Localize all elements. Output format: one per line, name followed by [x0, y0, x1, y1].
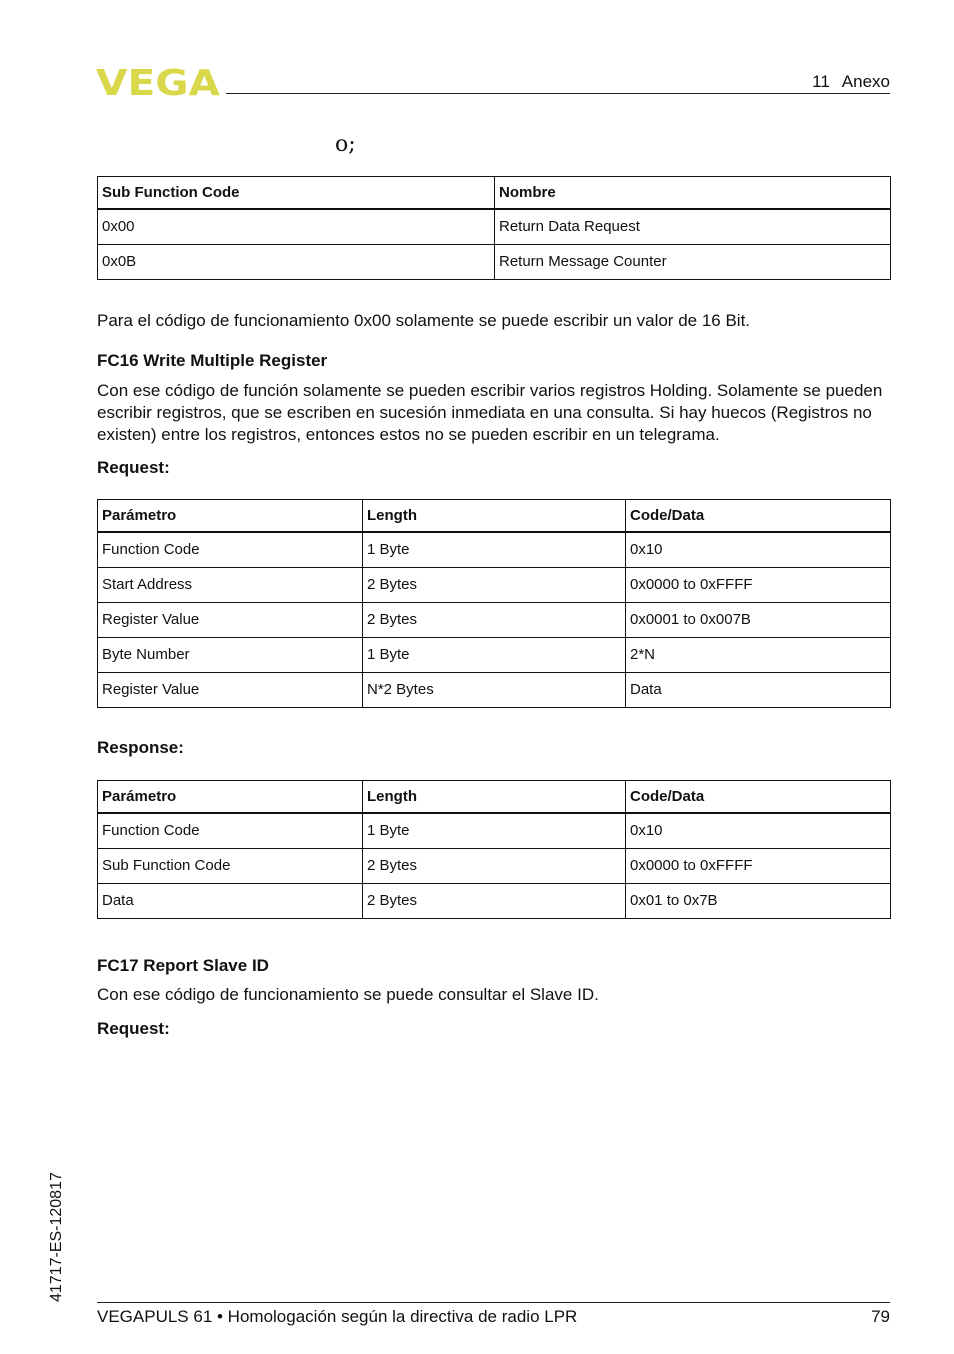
page-number: 79: [871, 1307, 890, 1326]
subfunction-table: [97, 176, 891, 280]
table-cell: 0x0000 to 0xFFFF: [626, 848, 891, 883]
column-header: Code/Data: [626, 500, 891, 533]
table-header-row: [98, 781, 891, 814]
table-header-row: [98, 177, 891, 210]
table-cell: 0x0001 to 0x007B: [626, 602, 891, 637]
top-glyph: o;: [335, 132, 356, 157]
column-header: Length: [363, 500, 626, 533]
table-cell: 2 Bytes: [363, 883, 626, 918]
table-cell: 2 Bytes: [363, 567, 626, 602]
table-cell: Start Address: [98, 567, 363, 602]
header-rule: [226, 93, 890, 94]
table-cell: 1 Byte: [363, 813, 626, 848]
fc16-description: Con ese código de función solamente se pueden escribir varios registros Holding. Solamente se pueden escribir registros, que se escriben en sucesión inmediata en una consulta. Si hay huecos (Registros no existen) entre los registros, entonces estos no se pueden escribir en un telegrama.: [97, 381, 883, 444]
fc16-response-label: Response:: [97, 738, 184, 757]
table-cell: 2 Bytes: [363, 602, 626, 637]
table-cell: Data: [98, 883, 363, 918]
table-cell: Register Value: [98, 672, 363, 707]
column-header: Parámetro: [98, 781, 363, 814]
fc08-note: Para el código de funcionamiento 0x00 solamente se puede escribir un valor de 16 Bit.: [97, 311, 751, 330]
document-code: 41717-ES-120817: [48, 1172, 65, 1302]
table-cell: 1 Byte: [363, 532, 626, 567]
table-cell: Function Code: [98, 813, 363, 848]
vega-logo-text: VEGA: [96, 64, 220, 98]
table-cell: 0x01 to 0x7B: [626, 883, 891, 918]
table-cell: 0x0000 to 0xFFFF: [626, 567, 891, 602]
fc16-response-table: [97, 780, 891, 919]
column-header: Length: [363, 781, 626, 814]
table-cell: Data: [626, 672, 891, 707]
column-header: Parámetro: [98, 500, 363, 533]
footer-rule: [97, 1302, 890, 1303]
table-row: [98, 567, 891, 602]
column-header: Sub Function Code: [98, 177, 495, 210]
table-cell: Return Message Counter: [495, 244, 891, 279]
table-cell: 2*N: [626, 637, 891, 672]
table-header-row: [98, 500, 891, 533]
table-row: [98, 637, 891, 672]
table-row: [98, 602, 891, 637]
vega-logo: [96, 64, 220, 98]
footer-text: VEGAPULS 61 • Homologación según la directiva de radio LPR: [97, 1307, 578, 1326]
table-row: [98, 848, 891, 883]
section-number: 11: [812, 72, 830, 91]
table-cell: N*2 Bytes: [363, 672, 626, 707]
fc17-request-label: Request:: [97, 1019, 170, 1038]
table-cell: 0x0B: [98, 244, 495, 279]
column-header: Nombre: [495, 177, 891, 210]
table-cell: Sub Function Code: [98, 848, 363, 883]
table-cell: Return Data Request: [495, 209, 891, 244]
table-cell: 0x10: [626, 532, 891, 567]
fc16-request-label: Request:: [97, 458, 170, 477]
fc17-heading: FC17 Report Slave ID: [97, 956, 269, 975]
table-cell: 2 Bytes: [363, 848, 626, 883]
table-cell: 1 Byte: [363, 637, 626, 672]
table-cell: Byte Number: [98, 637, 363, 672]
table-cell: 0x00: [98, 209, 495, 244]
table-row: [98, 244, 891, 279]
table-row: [98, 883, 891, 918]
table-row: [98, 209, 891, 244]
table-row: [98, 532, 891, 567]
column-header: Code/Data: [626, 781, 891, 814]
fc17-description: Con ese código de funcionamiento se puede consultar el Slave ID.: [97, 985, 599, 1004]
table-cell: Register Value: [98, 602, 363, 637]
table-cell: 0x10: [626, 813, 891, 848]
fc16-heading: FC16 Write Multiple Register: [97, 351, 328, 370]
section-title: Anexo: [841, 72, 890, 91]
table-row: [98, 672, 891, 707]
table-row: [98, 813, 891, 848]
fc16-request-table: [97, 499, 891, 708]
section-reference: [812, 72, 890, 92]
table-cell: Function Code: [98, 532, 363, 567]
